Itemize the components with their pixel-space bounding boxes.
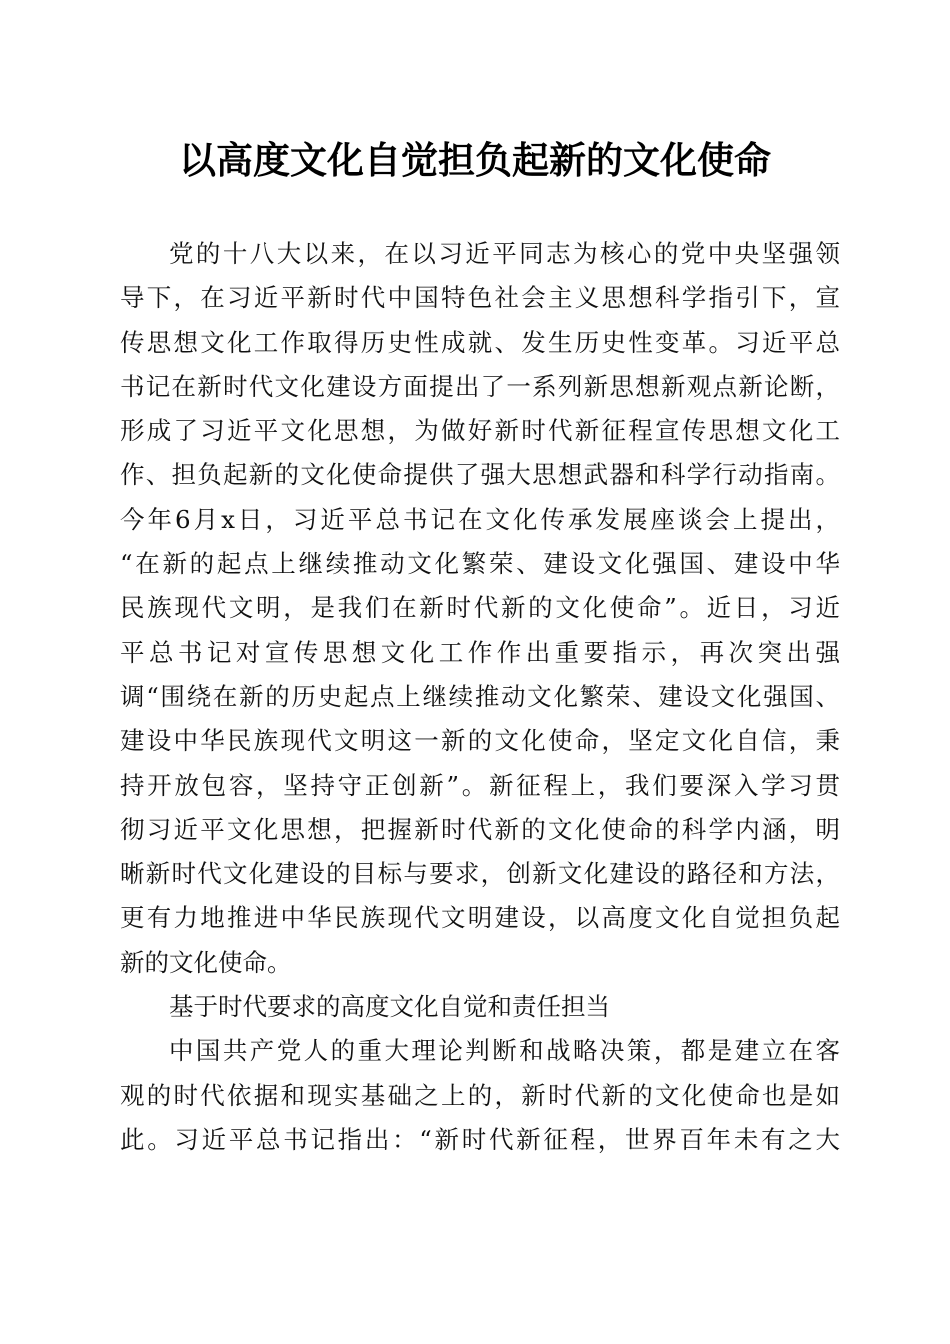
- document-title: 以高度文化自觉担负起新的文化使命: [179, 138, 771, 182]
- text-line: 建设中华民族现代文明这一新的文化使命，坚定文化自信，秉: [120, 726, 840, 756]
- text-line: 新的文化使命。: [120, 947, 292, 977]
- text-line: 作、担负起新的文化使命提供了强大思想武器和科学行动指南。: [120, 460, 840, 490]
- text-line: 形成了习近平文化思想，为做好新时代新征程宣传思想文化工: [120, 416, 840, 446]
- text-line: 中国共产党人的重大理论判断和战略决策，都是建立在客: [169, 1036, 840, 1066]
- text-line: 晰新时代文化建设的目标与要求，创新文化建设的路径和方法，: [120, 859, 840, 889]
- text-line: 持开放包容，坚持守正创新”。新征程上，我们要深入学习贯: [120, 770, 840, 800]
- text-line: “在新的起点上继续推动文化繁荣、建设文化强国、建设中华: [120, 549, 840, 579]
- text-line: 更有力地推进中华民族现代文明建设，以高度文化自觉担负起: [120, 903, 840, 933]
- text-line: 民族现代文明，是我们在新时代新的文化使命”。近日，习近: [120, 593, 840, 623]
- text-line: 今年6月x日，习近平总书记在文化传承发展座谈会上提出，: [120, 504, 840, 534]
- text-line: 党的十八大以来，在以习近平同志为核心的党中央坚强领: [169, 239, 840, 268]
- text-line: 书记在新时代文化建设方面提出了一系列新思想新观点新论断，: [120, 371, 840, 401]
- text-line: 观的时代依据和现实基础之上的，新时代新的文化使命也是如: [120, 1080, 840, 1110]
- text-line: 传思想文化工作取得历史性成就、发生历史性变革。习近平总: [120, 327, 840, 357]
- text-line: 彻习近平文化思想，把握新时代新的文化使命的科学内涵，明: [120, 814, 840, 844]
- text-line: 导下，在习近平新时代中国特色社会主义思想科学指引下，宣: [120, 283, 840, 313]
- text-line: 平总书记对宣传思想文化工作作出重要指示，再次突出强: [120, 637, 840, 667]
- section-heading: 基于时代要求的高度文化自觉和责任担当: [169, 992, 610, 1022]
- document-body: [120, 232, 840, 1162]
- text-line: 此。习近平总书记指出：“新时代新征程，世界百年未有之大: [120, 1124, 840, 1154]
- text-line: 调“围绕在新的历史起点上继续推动文化繁荣、建设文化强国、: [120, 681, 840, 711]
